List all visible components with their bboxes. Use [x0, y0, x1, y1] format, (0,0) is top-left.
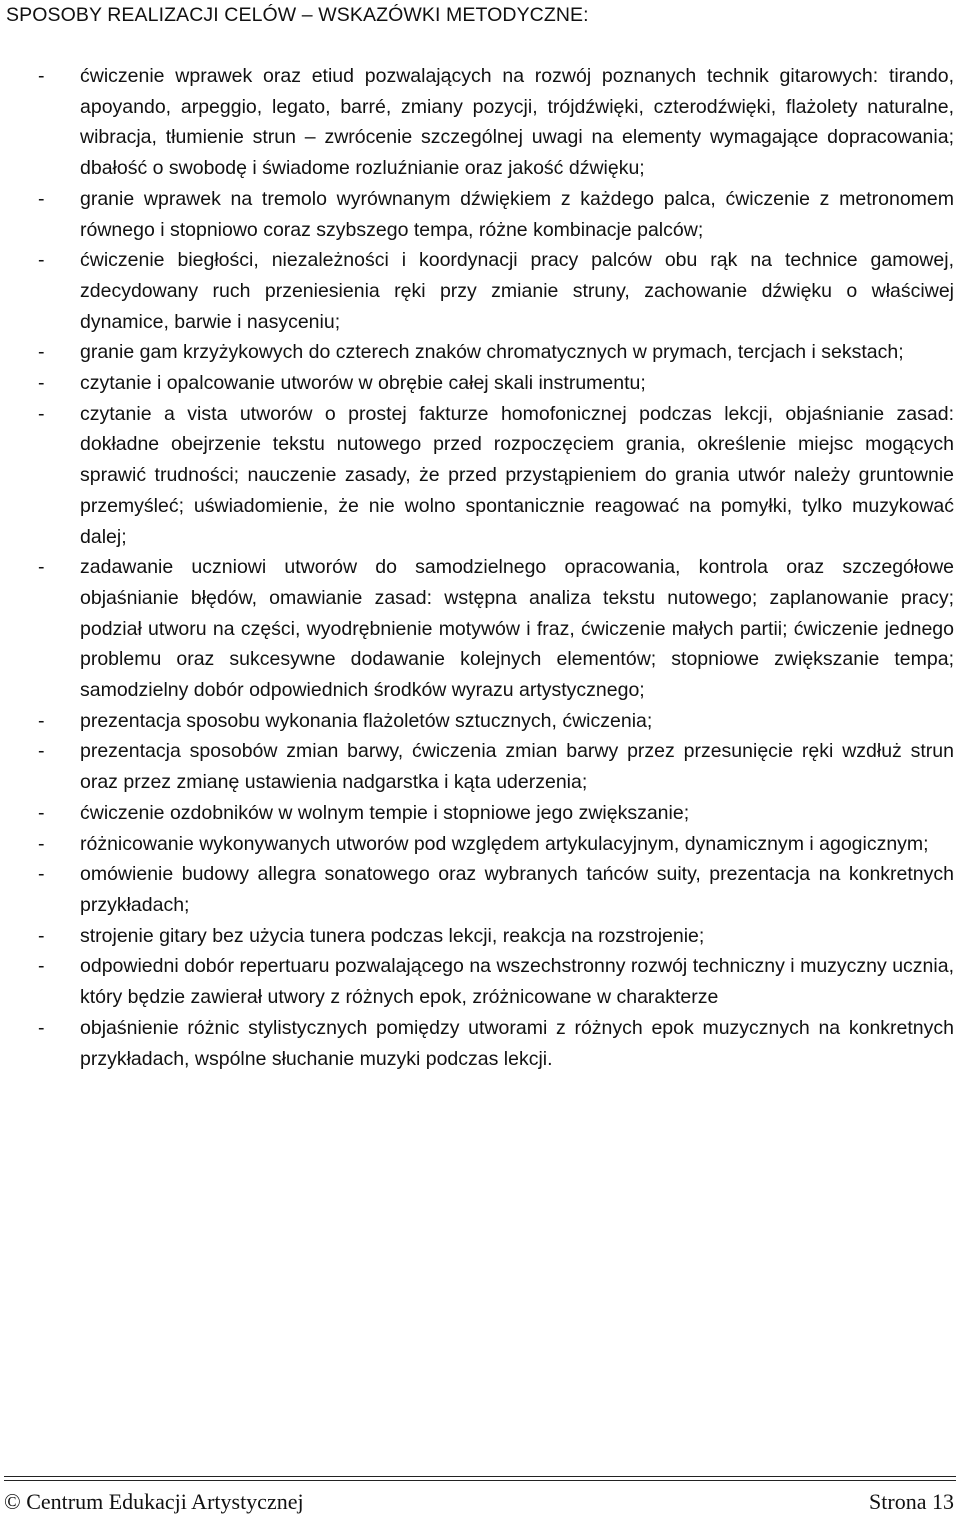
- list-item-text: objaśnienie różnic stylistycznych pomiędzy utworami z różnych epok muzycznych na konkretnych przykładach, wspólne słuchanie muzyki podczas lekcji.: [80, 1016, 954, 1070]
- list-bullet: -: [38, 249, 45, 272]
- list-bullet: -: [38, 402, 45, 425]
- list-bullet: -: [38, 187, 45, 210]
- list-bullet: -: [38, 740, 45, 763]
- list-item-text: czytanie a vista utworów o prostej fakturze homofonicznej podczas lekcji, objaśnianie zasad: dokładne obejrzenie tekstu nutowego przed rozpoczęciem grania, określenie miejsc mogących sprawić trudności; nauczenie zasady, że przed przystąpieniem do grania utwór należy gruntownie przemyśleć; uświadomienie, że nie wolno spontanicznie reagować na pomyłki, tylko muzykować dalej;: [80, 402, 954, 548]
- list-item-text: ćwiczenie ozdobników w wolnym tempie i stopniowe jego zwiększanie;: [80, 801, 690, 824]
- list-item: [0, 921, 960, 952]
- list-bullet: -: [38, 341, 45, 364]
- list-item: [0, 706, 960, 737]
- list-item: [0, 552, 960, 706]
- list-item-text: prezentacja sposobów zmian barwy, ćwiczenia zmian barwy przez przesunięcie ręki wzdłuż strun oraz przez zmianę ustawienia nadgarstka i kąta uderzenia;: [80, 740, 954, 794]
- list-item: [0, 736, 960, 797]
- list-item: [0, 1013, 960, 1074]
- list-item: [0, 184, 960, 245]
- list-item-text: czytanie i opalcowanie utworów w obrębie całej skali instrumentu;: [80, 372, 646, 395]
- list-item-text: strojenie gitary bez użycia tunera podczas lekcji, reakcja na rozstrojenie;: [80, 924, 705, 947]
- page-title: SPOSOBY REALIZACJI CELÓW – WSKAZÓWKI METODYCZNE:: [6, 4, 589, 26]
- list-item: [0, 951, 960, 1012]
- footer-divider: [4, 1476, 956, 1481]
- list-bullet: -: [38, 1016, 45, 1039]
- list-item-text: zadawanie uczniowi utworów do samodzielnego opracowania, kontrola oraz szczegółowe objaśnianie błędów, omawianie zasad: wstępna analiza tekstu nutowego; zaplanowanie pracy; podział utworu na części, wyodrębnienie motywów i fraz, ćwiczenie małych partii; ćwiczenie jednego problemu oraz sukcesywne dodawanie kolejnych elementów; stopniowe zwiększanie tempa; samodzielny dobór odpowiednich środków wyrazu artystycznego;: [80, 556, 954, 702]
- list-item: [0, 829, 960, 860]
- list-bullet: -: [38, 709, 45, 732]
- list-item-text: granie gam krzyżykowych do czterech znaków chromatycznych w prymach, tercjach i sekstach;: [80, 341, 904, 364]
- page-footer: [4, 1489, 954, 1515]
- footer-copyright: © Centrum Edukacji Artystycznej: [4, 1489, 304, 1514]
- list-item-text: granie wprawek na tremolo wyrównanym dźwiękiem z każdego palca, ćwiczenie z metronomem równego i stopniowo coraz szybszego tempa, różne kombinacje palców;: [80, 187, 954, 241]
- list-item: [0, 368, 960, 399]
- list-bullet: -: [38, 801, 45, 824]
- list-item-text: prezentacja sposobu wykonania flażoletów sztucznych, ćwiczenia;: [80, 709, 653, 732]
- list-item-text: omówienie budowy allegra sonatowego oraz wybranych tańców suity, prezentacja na konkretnych przykładach;: [80, 863, 954, 916]
- list-bullet: -: [38, 955, 45, 978]
- list-bullet: -: [38, 556, 45, 579]
- list-bullet: -: [38, 924, 45, 947]
- list-item: [0, 859, 960, 920]
- list-item: [0, 61, 960, 184]
- list-item: [0, 245, 960, 337]
- list-bullet: -: [38, 372, 45, 395]
- list-bullet: -: [38, 65, 45, 87]
- list-bullet: -: [38, 832, 45, 855]
- methodology-list: [0, 61, 960, 1074]
- list-item-text: odpowiedni dobór repertuaru pozwalającego na wszechstronny rozwój techniczny i muzyczny ucznia, który będzie zawierał utwory z różnych epok, zróżnicowane w charakterze: [80, 955, 954, 1009]
- list-item-text: różnicowanie wykonywanych utworów pod względem artykulacyjnym, dynamicznym i agogicznym;: [80, 832, 929, 855]
- list-bullet: -: [38, 863, 45, 886]
- list-item: [0, 798, 960, 829]
- list-item-text: ćwiczenie wprawek oraz etiud pozwalających na rozwój poznanych technik gitarowych: tirando, apoyando, arpeggio, legato, barré, zmiany pozycji, trójdźwięki, czterodźwięki, flażolety naturalne, wibracja, tłumienie strun – zwrócenie szczególnej uwagi na elementy wymagające dopracowania; dbałość o swobodę i świadome rozluźnianie oraz jakość dźwięku;: [80, 65, 954, 180]
- list-item: [0, 399, 960, 553]
- list-item: [0, 337, 960, 368]
- list-item-text: ćwiczenie biegłości, niezależności i koordynacji pracy palców obu rąk na technice gamowej, zdecydowany ruch przeniesienia ręki przy zmianie struny, zachowanie dźwięku o właściwej dynamice, barwie i nasyceniu;: [80, 249, 954, 333]
- page-number: Strona 13: [869, 1489, 954, 1514]
